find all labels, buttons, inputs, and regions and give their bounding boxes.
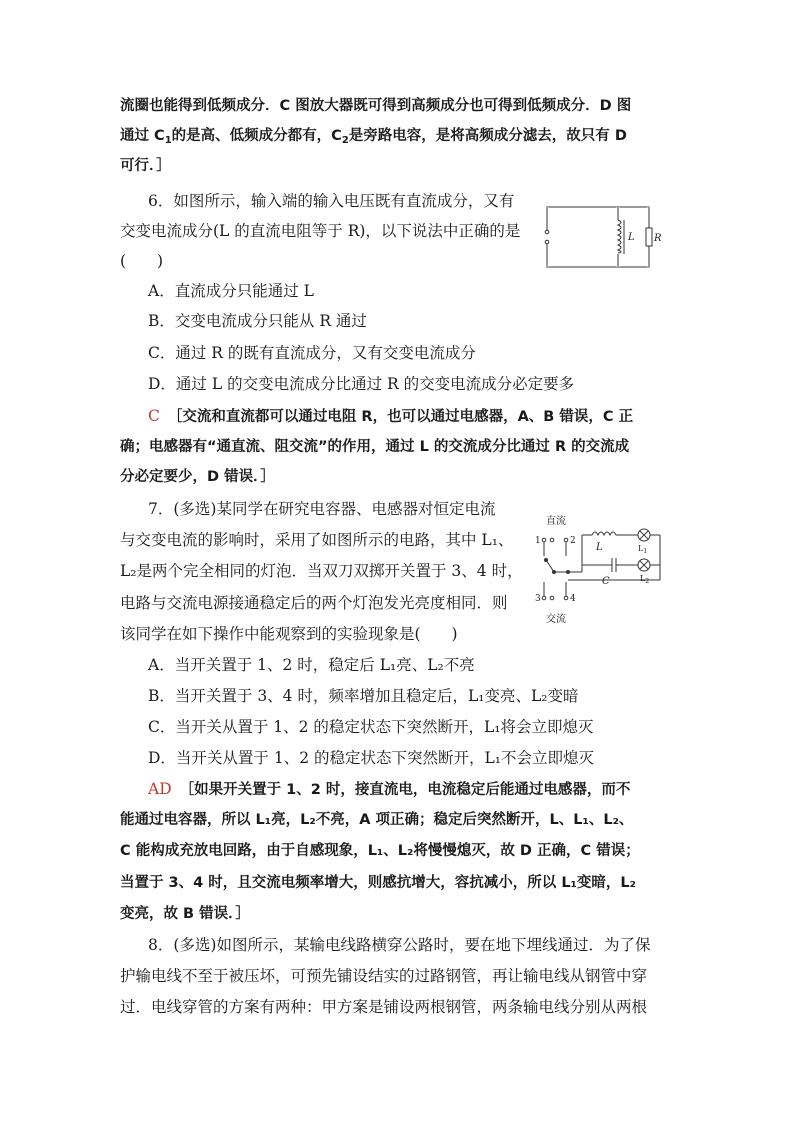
q6-answer: C <box>148 407 160 425</box>
q8-stem-line-2: 护输电线不至于被压坏，可预先铺设结实的过路钢管，再让输电线从钢管中穿 <box>120 967 648 985</box>
q7-label-4: 4 <box>570 594 576 604</box>
q7-stem-line-3: L₂是两个完全相同的灯泡．当双刀双掷开关置于 3、4 时， <box>120 562 523 580</box>
q7-answer: AD <box>148 780 172 798</box>
q7-stem-line-1: 7．(多选)某同学在研究电容器、电感器对恒定电流 <box>148 500 496 518</box>
q6-explanation-line-1: C ［交流和直流都可以通过电阻 R，也可以通过电感器，A、B 错误，C 正 <box>148 407 634 425</box>
q7-label-3: 3 <box>535 594 541 604</box>
q7-explanation-line-2: 能通过电容器，所以 L₁亮，L₂不亮，A 项正确；稳定后突然断开，L、L₁、L₂、 <box>120 812 634 828</box>
q7-explanation-line-3: C 能构成充放电回路，由于自感现象，L₁、L₂将慢慢熄灭，故 D 正确，C 错误； <box>120 843 640 859</box>
q6-option-d: D．通过 L 的交变电流成分比通过 R 的交变电流成分必定要多 <box>148 375 575 393</box>
q6-explanation-line-2: 确；电感器有“通直流、阻交流”的作用，通过 L 的交流成分比通过 R 的交流成 <box>120 439 630 455</box>
q7-terminal-1b <box>550 538 554 542</box>
q7-label-c: C <box>602 576 610 587</box>
q7-terminal-4 <box>564 596 568 600</box>
q7-switch-blade <box>546 560 554 572</box>
q7-terminal-3b <box>550 596 554 600</box>
q6-input-terminal-top <box>545 230 549 234</box>
q8-stem-line-1: 8．(多选)如图所示，某输电线路横穿公路时，要在地下埋线通过．为了保 <box>148 936 651 954</box>
q6-stem-line-2: 交变电流成分(L 的直流电阻等于 R)，以下说法中正确的是 <box>120 222 521 240</box>
q6-input-terminal-bottom <box>545 240 549 244</box>
q7-label-2: 2 <box>570 536 576 546</box>
q7-label-dc: 直流 <box>546 516 566 527</box>
q7-stem-line-5: 该同学在如下操作中能观察到的实验现象是( ) <box>120 625 458 643</box>
q7-terminal-2 <box>564 538 568 542</box>
q6-explanation-line-3: 分必定要少，D 错误．］ <box>120 469 275 485</box>
prev-explanation-line-2: 通过 $C_1$的是高、低频成分都有，$C_2$是旁路电容，是将高频成分滤去，故只有 D <box>120 128 627 146</box>
q7-circuit-diagram <box>532 510 672 628</box>
q7-stem-line-2: 与交变电流的影响时，采用了如图所示的电路，其中 L₁、 <box>120 531 514 549</box>
q7-label-l: L <box>596 542 603 553</box>
q6-option-a: A．直流成分只能通过 L <box>148 282 314 300</box>
q7-stem-line-4: 电路与交流电源接通稳定后的两个灯泡发光亮度相同．则 <box>120 594 508 612</box>
q7-label-l1: $L_1$ <box>638 544 648 555</box>
q7-label-ac: 交流 <box>546 614 566 625</box>
q7-terminal-1 <box>542 538 546 542</box>
q6-circuit-diagram <box>538 198 660 276</box>
q6-stem-line-1: 6．如图所示，输入端的输入电压既有直流成分，又有 <box>148 192 515 210</box>
prev-explanation-line-1: 流圈也能得到低频成分．C 图放大器既可得到高频成分也可得到低频成分．D 图 <box>120 98 632 114</box>
q7-option-a: A．当开关置于 1、2 时，稳定后 L₁亮、L₂不亮 <box>148 656 475 674</box>
q7-label-l2: $L_2$ <box>640 574 650 585</box>
q7-option-d: D．当开关从置于 1、2 的稳定状态下突然断开，L₁不会立即熄灭 <box>148 749 595 767</box>
q7-option-b: B．当开关置于 3、4 时，频率增加且稳定后，L₁变亮、L₂变暗 <box>148 687 579 705</box>
q6-label-r: R <box>654 233 662 244</box>
q7-label-1: 1 <box>535 536 541 546</box>
q6-option-b: B．交变电流成分只能从 R 通过 <box>148 312 367 330</box>
q6-stem-line-3: ( ) <box>120 252 164 270</box>
q7-terminal-3 <box>542 596 546 600</box>
q7-inductor <box>592 532 616 535</box>
q7-explanation-line-5: 变亮，故 B 错误．］ <box>120 906 250 922</box>
q6-label-l: L <box>628 232 635 243</box>
prev-explanation-line-3: 可行．］ <box>120 158 171 174</box>
q7-explanation-line-4: 当置于 3、4 时，且交流电频率增大，则感抗增大，容抗减小，所以 L₁变暗，L₂ <box>120 875 637 891</box>
q8-stem-line-3: 过．电线穿管的方案有两种：甲方案是铺设两根钢管，两条输电线分别从两根 <box>120 998 648 1016</box>
q7-explanation-line-1: AD ［如果开关置于 1、2 时，接直流电，电流稳定后能通过电感器，而不 <box>148 780 631 798</box>
q6-resistor <box>646 228 652 246</box>
q7-option-c: C．当开关从置于 1、2 的稳定状态下突然断开，L₁将会立即熄灭 <box>148 718 594 736</box>
q6-option-c: C．通过 R 的既有直流成分，又有交变电流成分 <box>148 344 476 362</box>
